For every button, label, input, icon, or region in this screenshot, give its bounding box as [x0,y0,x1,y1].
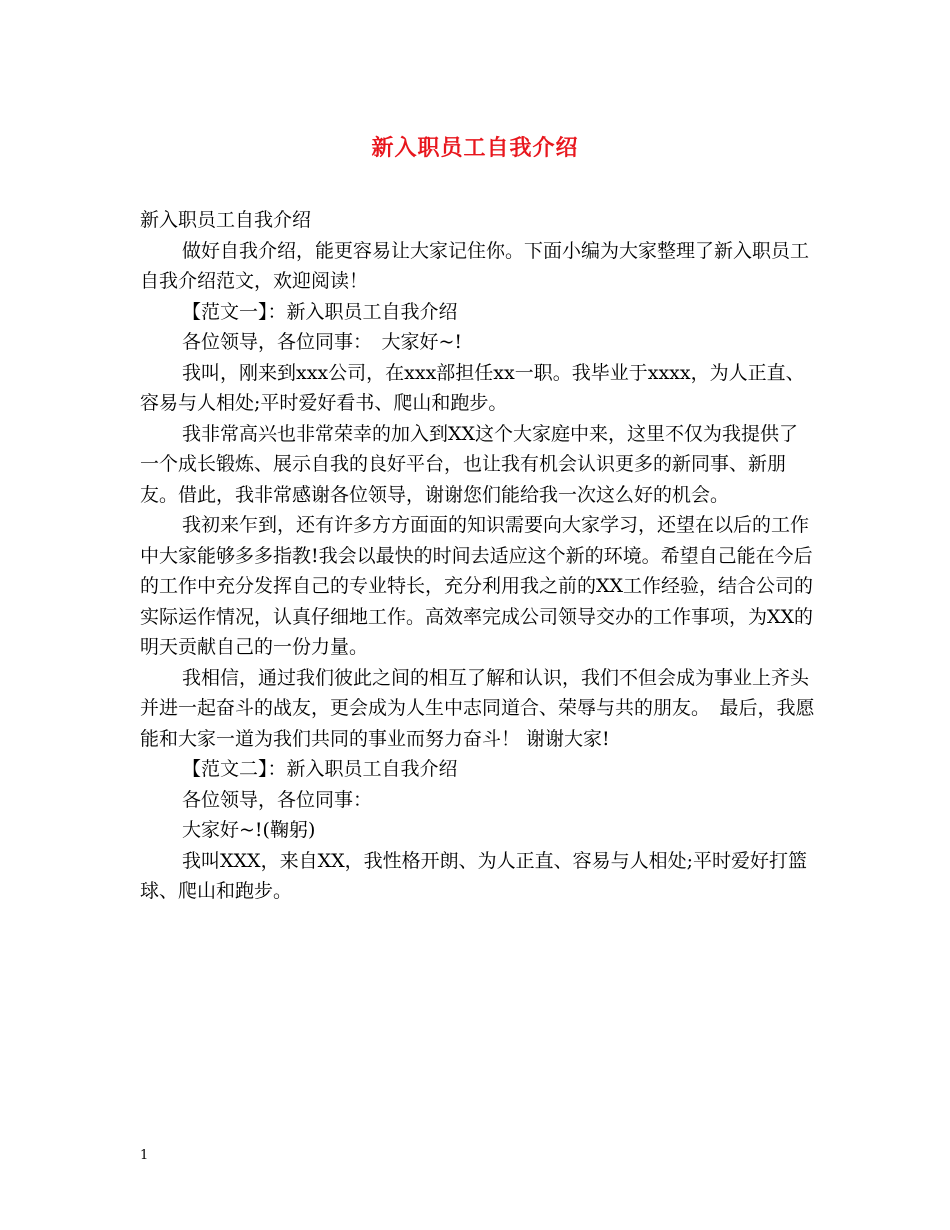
page-number: 1 [140,1148,149,1163]
paragraph: 各位领导，各位同事： 大家好~! [182,331,463,353]
document-body [140,205,815,907]
paragraph: 大家好~!(鞠躬) [182,819,316,841]
paragraph: 做好自我介绍，能更容易让大家记住你。下面小编为大家整理了新入职员工自我介绍范文，欢迎阅读！ [140,239,810,292]
paragraph: 【范文二】：新入职员工自我介绍 [182,758,458,780]
document-title: 新入职员工自我介绍 [371,135,579,161]
paragraph: 我相信，通过我们彼此之间的相互了解和认识，我们不但会成为事业上齐头并进一起奋斗的战友，更会成为人生中志同道合、荣辱与共的朋友。 最后，我愿能和大家一道为我们共同的事业而努力奋斗！ 谢谢大家! [140,666,815,750]
paragraph: 我叫XXX，来自XX，我性格开朗、为人正直、容易与人相处;平时爱好打篮球、爬山和跑步。 [140,849,808,902]
paragraph: 【范文一】：新入职员工自我介绍 [182,300,458,323]
paragraph: 新入职员工自我介绍 [140,209,312,231]
paragraph: 我初来乍到，还有许多方方面面的知识需要向大家学习，还望在以后的工作中大家能够多多指教!我会以最快的时间去适应这个新的环境。希望自己能在今后的工作中充分发挥自己的专业特长，充分利用我之前的XX工作经验，结合公司的实际运作情况，认真仔细地工作。高效率完成公司领导交办的工作事项，为XX的明天贡献自己的一份力量。 [140,514,814,658]
paragraph: 各位领导，各位同事： [182,788,373,811]
paragraph: 我非常高兴也非常荣幸的加入到XX这个大家庭中来，这里不仅为我提供了一个成长锻炼、展示自我的良好平台，也让我有机会认识更多的新同事、新朋友。借此，我非常感谢各位领导，谢谢您们能给我一次这么好的机会。 [140,422,799,506]
paragraph: 我叫，刚来到xxx公司，在xxx部担任xx一职。我毕业于xxxx，为人正直、容易与人相处;平时爱好看书、爬山和跑步。 [140,361,805,414]
